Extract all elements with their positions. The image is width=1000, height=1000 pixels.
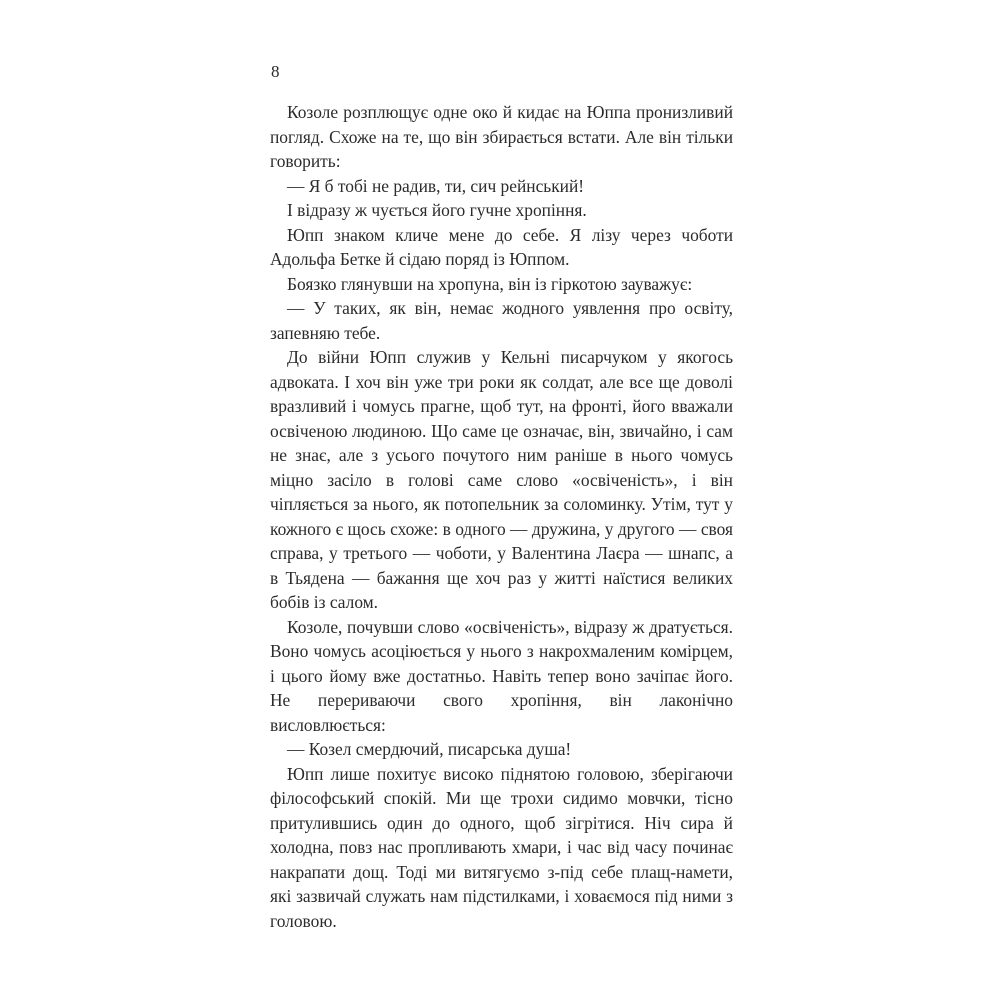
- paragraph: — Козел смердючий, писарська душа!: [287, 739, 572, 759]
- paragraph: Козоле розплющує одне око й кидає на Юппа пронизливий погляд. Схоже на те, що він збирається встати. Але він тільки говорить:: [270, 102, 733, 171]
- paragraph: І відразу ж чується його гучне хропіння.: [287, 200, 587, 220]
- paragraph: До війни Юпп служив у Кельні писарчуком у якогось адвоката. І хоч він уже три роки як солдат, але все ще доволі вразливий і чомусь прагне, щоб тут, на фронті, його вважали освіченою людиною. Що саме це означає, він, звичайно, і сам не знає, але з усього почутого ним раніше в нього чомусь міцно засіло в голові саме слово «освіченість», і він чіпляється за нього, як потопельник за соломинку. Утім, тут у кожного є щось схоже: в одного — дружина, у другого — своя справа, у третього — чоботи, у Валентина Лаєра — шнапс, а в Тьядена — бажання ще хоч раз у житті наїстися великих бобів із салом.: [270, 347, 733, 612]
- paragraph: Боязко глянувши на хропуна, він із гіркотою зауважує:: [287, 273, 693, 294]
- paragraph: Юпп знаком кличе мене до себе. Я лізу через чоботи Адольфа Бетке й сідаю поряд із Юппом.: [270, 224, 733, 269]
- paragraph: — У таких, як він, немає жодного уявлення про освіту, запевняю тебе.: [270, 298, 733, 343]
- page-number: 8: [271, 62, 280, 81]
- body-text: [270, 100, 733, 933]
- paragraph: Козоле, почувши слово «освіченість», відразу ж дратується. Воно чомусь асоціюється у нього з накрохмаленим комірцем, і цього йому вже достатньо. Навіть тепер воно зачіпає його. Не перериваючи свого хропіння, він лаконічно висловлюється:: [270, 616, 733, 735]
- paragraph: — Я б тобі не радив, ти, сич рейнський!: [287, 175, 585, 196]
- paragraph: Юпп лише похитує високо піднятою головою, зберігаючи філософський спокій. Ми ще трохи сидимо мовчки, тісно притулившись один до одного, щоб зігрітися. Ніч сира й холодна, повз нас пропливають хмари, і час від часу починає накрапати дощ. Тоді ми витягуємо з-під себе плащ-намети, які зазвичай служать нам підстилками, і ховаємося під ними з головою.: [270, 763, 733, 931]
